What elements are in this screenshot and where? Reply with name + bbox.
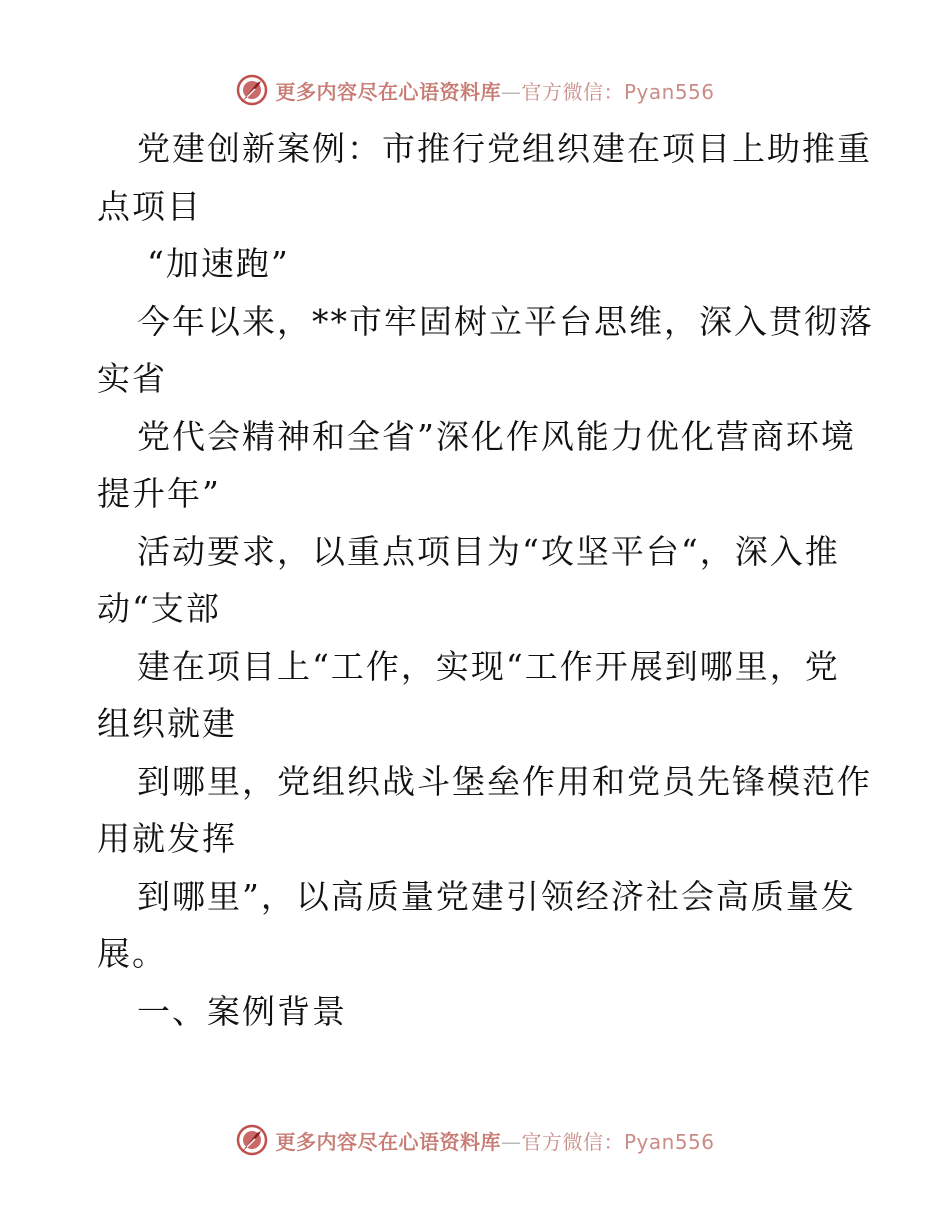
paragraph-line: 到哪里”，以高质量党建引领经济社会高质量发 — [137, 876, 856, 916]
paragraph-line: 活动要求，以重点项目为“攻坚平台“，深入推 — [137, 531, 840, 571]
paragraph-line: 实省 — [97, 359, 167, 398]
paragraph-line: 展。 — [97, 934, 167, 973]
footer-watermark — [0, 1120, 950, 1160]
paragraph-line: 组织就建 — [97, 704, 237, 743]
quill-logo-icon — [235, 73, 269, 107]
paragraph-line: 党代会精神和全省”深化作风能力优化营商环境 — [137, 416, 856, 456]
watermark-dash: — — [500, 1129, 522, 1154]
quill-logo-icon — [235, 1123, 269, 1157]
title-line-3: “加速跑” — [147, 244, 290, 283]
paragraph-line: 提升年” — [97, 474, 221, 513]
watermark-wechat-label: 官方微信： — [521, 79, 624, 104]
watermark-brand: 更多内容尽在心语资料库 — [275, 1129, 501, 1154]
paragraph-line: 建在项目上“工作，实现“工作开展到哪里，党 — [137, 646, 840, 686]
paragraph-line: 动“支部 — [97, 589, 221, 628]
header-watermark — [0, 70, 950, 110]
document-body — [97, 120, 874, 1040]
watermark-brand: 更多内容尽在心语资料库 — [275, 79, 501, 104]
title-line-1: 党建创新案例：市推行党组织建在项目上助推重 — [137, 129, 872, 168]
section-heading: 一、案例背景 — [137, 991, 347, 1031]
watermark-wechat-label: 官方微信： — [521, 1129, 624, 1154]
watermark-wechat-id: Pyan556 — [623, 1129, 715, 1154]
watermark-dash: — — [500, 79, 522, 104]
paragraph-line: 用就发挥 — [97, 819, 237, 858]
watermark-wechat-id: Pyan556 — [623, 79, 715, 104]
paragraph-line: 今年以来，**市牢固树立平台思维，深入贯彻落 — [137, 301, 874, 341]
title-line-2: 点项目 — [97, 186, 202, 226]
paragraph-line: 到哪里，党组织战斗堡垒作用和党员先锋模范作 — [137, 761, 872, 801]
